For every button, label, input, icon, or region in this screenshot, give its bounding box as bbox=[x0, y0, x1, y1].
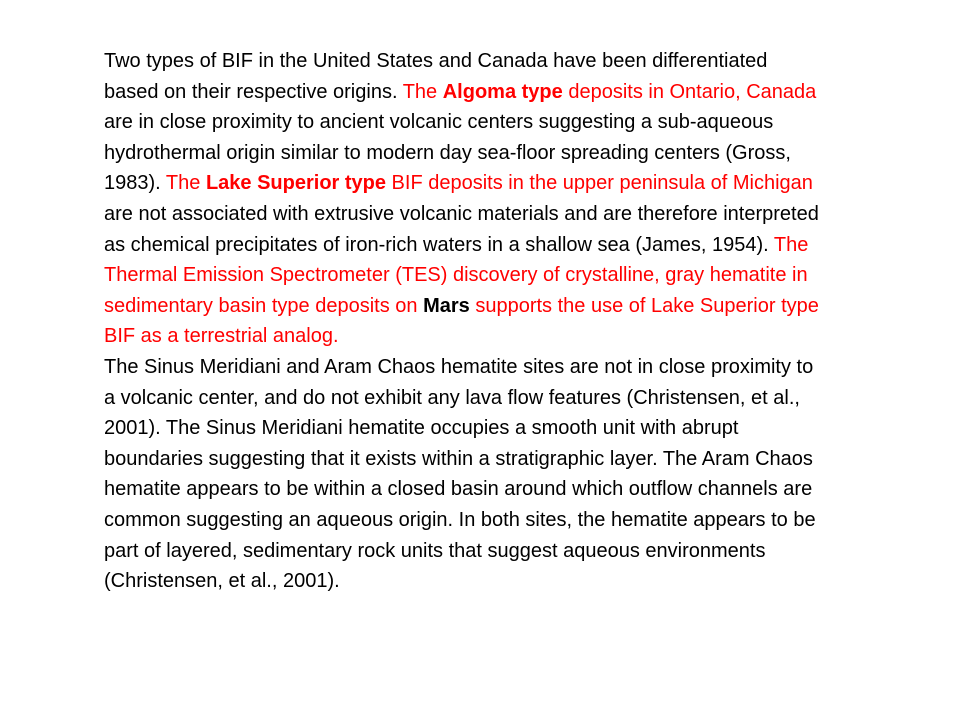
highlight-segment: deposits in Ontario, Canada bbox=[562, 80, 817, 103]
highlight-bold-algoma: Algoma type bbox=[442, 80, 563, 103]
paragraph-bif-origins bbox=[104, 46, 824, 352]
highlight-bold-lake-superior: Lake Superior type bbox=[205, 172, 386, 195]
highlight-segment: BIF deposits in the upper peninsula of Michigan bbox=[386, 172, 813, 195]
bold-mars: Mars bbox=[423, 294, 470, 317]
text-segment: Two types of BIF in the United States and Canada have been differentiated based on their respective origins. bbox=[104, 50, 768, 103]
highlight-segment: supports the use of Lake Superior type BIF as a terrestrial analog. bbox=[104, 294, 819, 348]
paragraph-mars-hematite-sites: The Sinus Meridiani and Aram Chaos hematite sites are not in close proximity to a volcanic center, and do not exhibit any lava flow features (Christensen, et al., 2001). The Sinus Meridiani hematite occupies a smooth unit with abrupt boundaries suggesting that it exists within a stratigraphic layer. The Aram Chaos hematite appears to be within a closed basin around which outflow channels are common suggesting an aqueous origin. In both sites, the hematite appears to be part of layered, sedimentary rock units that suggest aqueous environments (Christensen, et al., 2001). bbox=[104, 355, 816, 593]
body-text bbox=[104, 46, 824, 597]
highlight-segment: The Thermal Emission Spectrometer (TES) discovery of crystalline, gray hematite in sedimentary basin type deposits on bbox=[104, 233, 809, 317]
highlight-segment: The bbox=[165, 172, 206, 195]
text-segment: are in close proximity to ancient volcanic centers suggesting a sub-aqueous hydrothermal origin similar to modern day sea-floor spreading centers (Gross, 1983). bbox=[104, 111, 791, 195]
text-segment: are not associated with extrusive volcanic materials and are therefore interpreted as chemical precipitates of iron-rich waters in a shallow sea (James, 1954). bbox=[104, 202, 819, 256]
highlight-segment: The bbox=[402, 80, 443, 103]
